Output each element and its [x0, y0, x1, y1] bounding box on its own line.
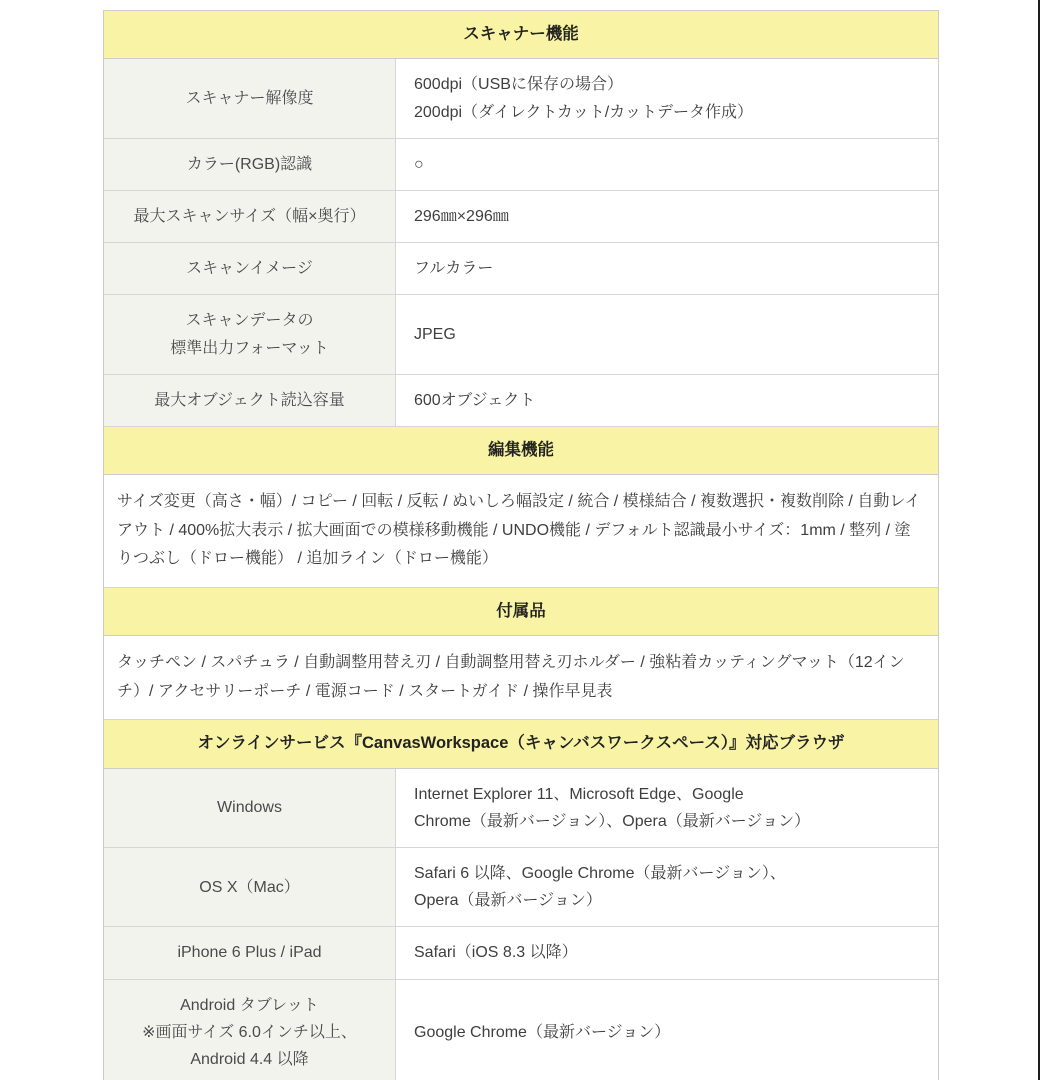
row-value — [396, 848, 938, 926]
spec-row — [104, 295, 938, 374]
row-value-line: 600オブジェクト — [414, 391, 536, 409]
row-value — [396, 243, 938, 294]
row-label — [104, 59, 396, 137]
spec-row — [104, 139, 938, 191]
row-value — [396, 191, 938, 242]
row-label — [104, 769, 396, 847]
row-label — [104, 295, 396, 373]
row-label — [104, 927, 396, 978]
row-label-line: スキャナー解像度 — [185, 90, 314, 108]
row-value — [396, 139, 938, 190]
row-label-line: ※画面サイズ 6.0インチ以上、 — [142, 1023, 357, 1041]
row-label-line: Android タブレット — [180, 996, 319, 1014]
row-value-line: Safari（iOS 8.3 以降） — [414, 944, 578, 962]
row-label-line: Windows — [217, 799, 282, 817]
row-value-line: Google Chrome（最新バージョン） — [414, 1023, 671, 1041]
row-label-line: 標準出力フォーマット — [170, 339, 329, 357]
row-value-line: Internet Explorer 11、Microsoft Edge、Google — [414, 785, 744, 803]
section-header: スキャナー機能 — [104, 11, 938, 59]
row-value — [396, 295, 938, 373]
row-value — [396, 59, 938, 137]
row-label-line: 最大オブジェクト読込容量 — [154, 391, 345, 409]
section-header: 付属品 — [104, 588, 938, 636]
spec-row — [104, 59, 938, 138]
spec-table — [103, 10, 939, 1080]
row-value-line: Chrome（最新バージョン）、Opera（最新バージョン） — [414, 812, 811, 830]
row-label — [104, 139, 396, 190]
row-value-line: Safari 6 以降、Google Chrome（最新バージョン）、 — [414, 864, 786, 882]
row-value — [396, 980, 938, 1080]
row-value-line: Opera（最新バージョン） — [414, 892, 602, 910]
section-header: オンラインサービス『CanvasWorkspace（キャンバスワークスペース）』対応ブラウザ — [104, 720, 938, 768]
spec-row — [104, 191, 938, 243]
row-label-line: OS X（Mac） — [199, 878, 300, 896]
row-label-line: カラー(RGB)認識 — [186, 155, 313, 173]
spec-row — [104, 927, 938, 979]
row-label-line: 最大スキャンサイズ（幅×奥行） — [133, 208, 366, 225]
row-value-line: 600dpi（USBに保存の場合） — [414, 76, 623, 94]
spec-row — [104, 769, 938, 848]
spec-row — [104, 375, 938, 427]
row-value-line: JPEG — [414, 325, 456, 343]
row-label — [104, 980, 396, 1080]
row-label — [104, 848, 396, 926]
row-value — [396, 375, 938, 426]
spec-row — [104, 848, 938, 927]
row-value-line: 200dpi（ダイレクトカット/カットデータ作成） — [414, 103, 754, 121]
section-header: 編集機能 — [104, 427, 938, 475]
spec-row — [104, 243, 938, 295]
row-label-line: スキャンデータの — [185, 312, 314, 330]
row-label-line: Android 4.4 以降 — [190, 1050, 309, 1068]
spec-row — [104, 980, 938, 1080]
row-label — [104, 375, 396, 426]
row-value-line: 296㎜×296㎜ — [414, 208, 509, 225]
row-label — [104, 191, 396, 242]
row-value-line: ○ — [414, 155, 424, 173]
row-label — [104, 243, 396, 294]
section-text: タッチペン / スパチュラ / 自動調整用替え刃 / 自動調整用替え刃ホルダー / 強粘着カッティングマット（12インチ）/ アクセサリーポーチ / 電源コード / スタートガイド / 操作早見表 — [104, 636, 938, 720]
row-label-line: iPhone 6 Plus / iPad — [177, 944, 322, 962]
row-label-line: スキャンイメージ — [186, 260, 313, 278]
row-value — [396, 769, 938, 847]
row-value-line: フルカラー — [414, 260, 494, 278]
section-text: サイズ変更（高さ・幅）/ コピー / 回転 / 反転 / ぬいしろ幅設定 / 統合 / 模様結合 / 複数選択・複数削除 / 自動レイアウト / 400%拡大表示 / 拡大画面での模様移動機能 / UNDO機能 / デフォルト認識最小サイズ：1mm / 整列 / 塗りつぶし（ドロー機能） / 追加ライン（ドロー機能） — [104, 475, 938, 587]
row-value — [396, 927, 938, 978]
